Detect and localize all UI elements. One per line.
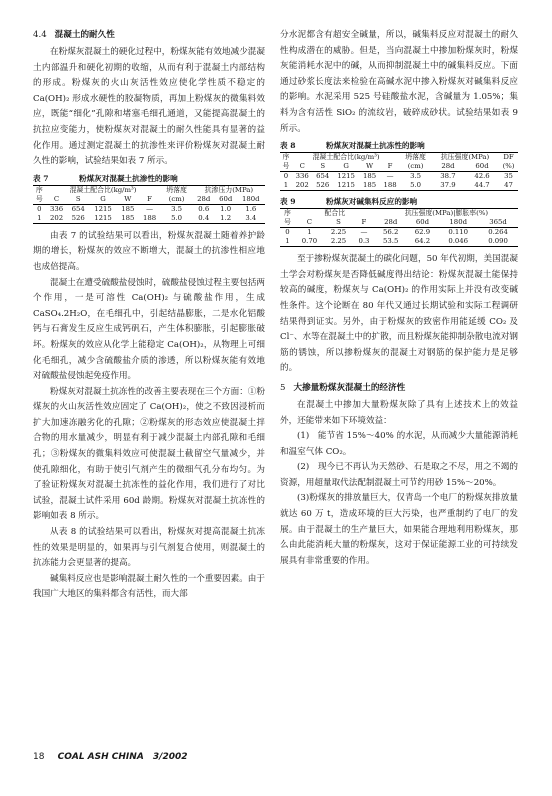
paragraph: 碱集料反应也是影响混凝土耐久性的一个重要因素。由于我国广大地区的集料都含有活性，而大部 xyxy=(33,573,265,600)
table-9: 序 配合比 抗压强度(MPa)|膨胀率(%) 号 C S F 28d 60d 180d 365d 0 1 2.25 — 56.2 62.9 0.110 0.264 1 0.70 2.25 0.3 53.5 64.2 0.046 0.090 xyxy=(280,208,518,247)
paragraph: 至于掺粉煤灰混凝土的碳化问题，50 年代初期，美国混凝土学会对粉煤灰是否降低碱度得出结论：粉煤灰混凝土能保持较高的碱度，粉煤灰与 Ca(OH)₂ 的作用实际上并没有改变碱性条件。这个论断在 80 年代又通过长期试验和实际工程调研结果得到证实。另外，由于粉煤灰的致密作用能延缓 CO₂ 及 Cl⁻、水等在混凝土中的扩散，而且粉煤灰能抑制杂散电流对钢筋的锈蚀，所以掺粉煤灰的混凝土对钢筋的保护能力是足够的。 xyxy=(280,254,518,374)
left-column xyxy=(33,28,265,603)
table-row: 1 0.70 2.25 0.3 53.5 64.2 0.046 0.090 xyxy=(280,237,518,247)
table-row: 0 1 2.25 — 56.2 62.9 0.110 0.264 xyxy=(280,228,518,238)
paragraph: (2) 现今已不再认为天然砂、石是取之不尽，用之不竭的资源，用超量取代法配制混凝土可节约用砂 15%～20%。 xyxy=(280,462,518,488)
table-8: 序 混凝土配合比(kg/m³) 坍落度 抗压强度(MPa) DF 号 C S G W F (cm) 28d 60d (%) 0 336 654 1215 185 — 3.5 38.7 42.6 35 1 202 526 1215 185 188 5.0 37.9 44.7 47 xyxy=(280,152,518,191)
right-column xyxy=(280,28,518,569)
table-9-caption: 表 9 粉煤灰对碱集料反应的影响 xyxy=(280,197,418,207)
paragraph: 从表 8 的试验结果可以看出，粉煤灰对提高混凝土抗冻性的效果是明显的，如果再与引气剂复合使用，则混凝土的抗冻能力会更显著的提高。 xyxy=(33,527,265,569)
table-7-caption: 表 7 粉煤灰对混凝土抗渗性的影响 xyxy=(33,173,178,183)
table-8-caption: 表 8 粉煤灰对混凝土抗冻性的影响 xyxy=(280,141,425,151)
paragraph: 在粉煤灰混凝土的硬化过程中，粉煤灰能有效地减少混凝土内部温升和硬化初期的收缩，从而有利于混凝土内部结构的形成。粉煤灰的火山灰活性效应使化学性质不稳定的 Ca(OH)₂ 形成水硬性的胶凝物质，再加上粉煤灰的微集料效应，既能“细化”孔隙和堵塞毛细孔通道，又能提高混凝土的抗拉应变能力，使粉煤灰对混凝土的耐久性能具有显著的益化作用。通过测定混凝土的抗渗性来评价粉煤灰对混凝土耐久性的影响，试验结果如表 7 所示。 xyxy=(33,47,265,167)
paragraph: 分水泥都含有超安全碱量，所以，碱集料反应对混凝土的耐久性构成潜在的威胁。但是，当向混凝土中掺加粉煤灰时，粉煤灰能消耗水泥中的碱，从而抑制混凝土中的碱集料反应。下面通过砂浆长度法来检验在高碱水泥中掺入粉煤灰对碱集料反应的影响。水泥采用 525 号硅酸盐水泥，含碱量为 1.05%；集料为含有活性 SiO₂ 的流纹岩，破碎成砂状。试验结果如表 9 所示。 xyxy=(280,30,518,134)
paragraph: (3)粉煤灰的排放量巨大，仅青岛一个电厂的粉煤灰排放量就达 60 万 t，造成环境的巨大污染，也严重制约了电厂的发展。由于混凝土的生产量巨大，如果能合理地利用粉煤灰，那么由此能消耗大量的粉煤灰，这对于保证能源工业的可持续发展具有非常重要的作用。 xyxy=(280,493,518,566)
paragraph: 粉煤灰对混凝土抗冻性的改善主要表现在三个方面：①粉煤灰的火山灰活性效应固定了 Ca(OH)₂，使之不致因浸析而扩大加速冻融劣化的孔隙；②粉煤灰的形态效应使混凝土拌合物的用水量减少，明显有利于减少混凝土内部孔隙和毛细孔；③粉煤灰的微集料效应可使混凝土截留空气量减少，并使孔隙细化，有助于使引气剂产生的微细气孔分布均匀。为了验证粉煤灰对混凝土抗冻性的益化作用，我们进行了对比试验，混凝土试件采用 60d 龄期。粉煤灰对混凝土抗冻性的影响如表 8 所示。 xyxy=(33,386,265,522)
paragraph: 由表 7 的试验结果可以看出，粉煤灰混凝土随着养护龄期的增长，粉煤灰的效应不断增大，混凝土的抗渗性相应地也成倍提高。 xyxy=(33,230,265,272)
journal-name: COAL ASH CHINA xyxy=(57,752,144,762)
paragraph: 在混凝土中掺加大量粉煤灰除了具有上述技术上的效益外，还能带来如下环境效益： xyxy=(280,399,518,426)
page-number: 18 xyxy=(33,752,45,762)
table-row: 1 202 526 1215 185 188 5.0 0.4 1.2 3.4 xyxy=(33,214,265,224)
table-7: 序 混凝土配合比(kg/m³) 坍落度 抗渗压力(MPa) 号 C S G W F (cm) 28d 60d 180d 0 336 654 1215 185 — 3.5 0.6 1.0 1.6 1 202 526 1215 185 188 5.0 0.4 1.2 3.4 xyxy=(33,185,265,224)
paragraph: 混凝土在遭受硫酸盐侵蚀时，硫酸盐侵蚀过程主要包括两个作用，一是可溶性 Ca(OH)₂ 与硫酸盐作用，生成 CaSO₄.2H₂O，在毛细孔中，引起结晶膨胀，二是水化铝酸钙与石膏发生反应生成钙矾石，产生体积膨胀，引起膨胀破坏。粉煤灰的效应从化学上能稳定 Ca(OH)₂，从物理上可细化毛细孔，减少含硫酸盐介质的渗透，所以粉煤灰能有效地对硫酸盐侵蚀起免疫作用。 xyxy=(33,277,265,382)
section-heading-4-4: 4.4 混凝土的耐久性 xyxy=(33,30,115,40)
paragraph: (1) 能节省 15%～40% 的水泥，从而减少大量能源消耗和温室气体 CO₂。 xyxy=(280,431,518,457)
section-heading-5: 5 大掺量粉煤灰混凝土的经济性 xyxy=(280,382,406,393)
table-row: 0 336 654 1215 185 — 3.5 38.7 42.6 35 xyxy=(280,172,518,182)
page-footer xyxy=(33,752,188,762)
issue-number: 3/2002 xyxy=(152,752,188,762)
table-row: 0 336 654 1215 185 — 3.5 0.6 1.0 1.6 xyxy=(33,204,265,214)
table-row: 1 202 526 1215 185 188 5.0 37.9 44.7 47 xyxy=(280,181,518,191)
